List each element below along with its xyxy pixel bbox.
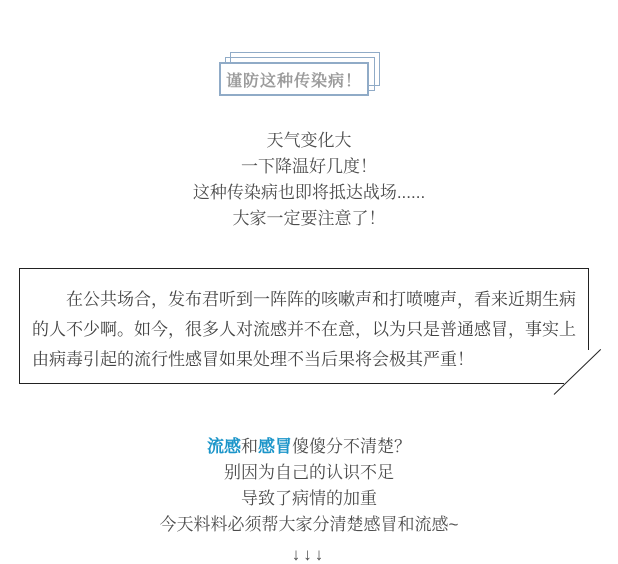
intro-line: 天气变化大	[266, 131, 352, 150]
intro-line: 这种传染病也即将抵达战场......	[192, 183, 426, 202]
outro-text	[0, 434, 618, 564]
keyword-conjunction: 和	[241, 437, 258, 456]
quote-paragraph: 在公共场合，发布君听到一阵阵的咳嗽声和打喷嚏声，看来近期生病的人不少啊。如今，很多人对流感并不在意，以为只是普通感冒，事实上由病毒引起的流行性感冒如果处理不当后果将会极其严重！	[32, 290, 576, 369]
intro-line: 一下降温好几度！	[241, 157, 377, 176]
keyword-flu: 流感	[207, 437, 241, 456]
outro-line1-suffix: 傻傻分不清楚？	[292, 437, 411, 456]
intro-text	[0, 128, 618, 232]
outro-line-keywords	[0, 434, 618, 460]
outro-line: 别因为自己的认识不足	[224, 463, 394, 482]
title-card	[219, 62, 369, 96]
title-card-label: 谨防这种传染病！	[225, 72, 362, 90]
outro-line: 今天料料必须帮大家分清楚感冒和流感~	[159, 515, 459, 534]
outro-line: 导致了病情的加重	[241, 489, 377, 508]
down-arrows: ↓↓↓	[291, 545, 327, 564]
intro-line: 大家一定要注意了！	[232, 209, 386, 228]
title-card-stack	[219, 62, 369, 96]
keyword-cold: 感冒	[258, 437, 292, 456]
quote-box	[19, 268, 589, 384]
